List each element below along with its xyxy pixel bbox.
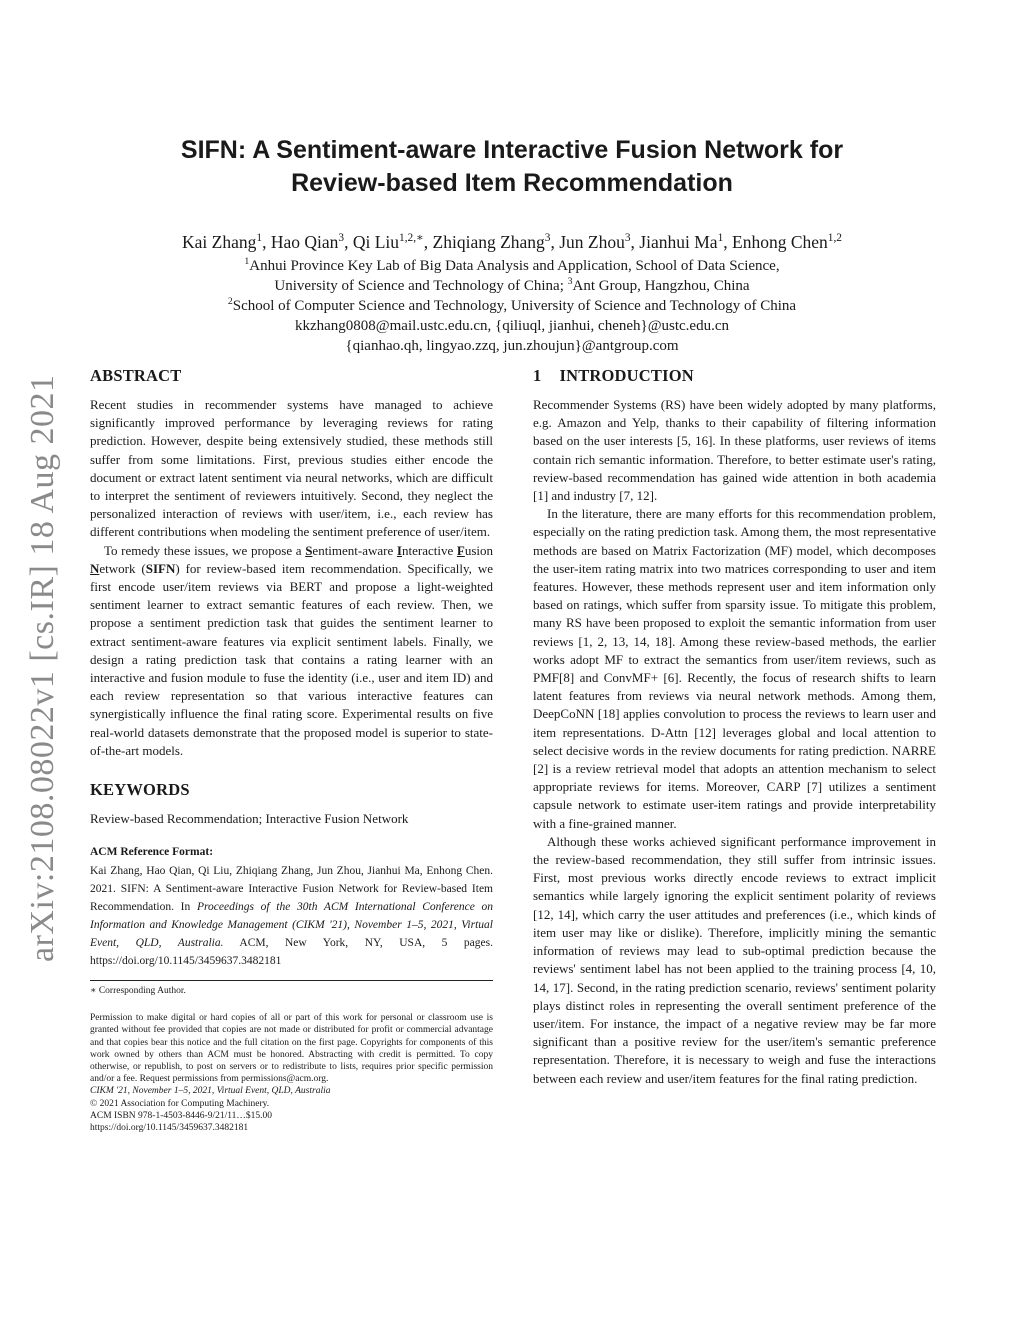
author-name: , Jianhui Ma [630,232,718,252]
author-list [90,231,934,253]
author-mark: 3 [624,232,631,245]
doi-link[interactable]: https://doi.org/10.1145/3459637.3482181 [90,1123,249,1134]
venue-line: CIKM '21, November 1–5, 2021, Virtual Event, QLD, Australia [90,1086,331,1097]
intro-paragraph: Recommender Systems (RS) have been widely adopted by many platforms, e.g. Amazon and Yelp, thanks to their capability of filtering information based on the user interests [5, 16]. In these platforms, user reviews of items contain rich semantic information. Therefore, to better estimate user's rating, review-based recommendation has gained wide attention in both academia [1] and industry [7, 12]. [533,397,936,504]
author-mark: 3 [338,232,345,245]
author-mark: 1 [256,232,263,245]
email-line: {qianhao.qh, lingyao.zzq, jun.zhoujun}@antgroup.com [345,338,679,354]
abstract-paragraph: To remedy these issues, we propose a Sentiment-aware Interactive Fusion Network (SIFN) for review-based item recommendation. Specifically, we first encode user/item reviews via BERT and propose a light-weighted sentiment learner to extract semantic features of each review. Then, we propose a sentiment prediction task that guides the sentiment learner to extract sentiment-aware features via explicit sentiment labels. Finally, we design a rating prediction task that contains a rating learner with an interactive and fusion module to fuse the identity (i.e., user and item ID) and each review representation so that various interactive features can synergistically influence the final rating score. Experimental results on five real-world datasets demonstrate that the proposed model is superior to state-of-the-art models. [90,542,494,758]
title-line-1: SIFN: A Sentiment-aware Interactive Fusion Network for [180,136,844,164]
abstract-paragraph: Recent studies in recommender systems have managed to achieve significantly improved performance by leveraging reviews for rating prediction. However, despite being extensively studied, these methods still suffer from some limitations. First, previous studies either encode the document or extract latent sentiment via neural networks, which are difficult to interpret the sentiment of reviewers intuitively. Second, they neglect the personalized interaction of reviews with user/item, i.e., each review has different contributions when modeling the sentiment preference of user/item. [90,397,493,540]
footnote-divider [90,980,493,981]
author-mark: 1,2,∗ [399,232,424,245]
reference-format-heading: ACM Reference Format: [90,846,214,859]
affiliations [90,256,934,356]
keywords-text: Review-based Recommendation; Interactive Fusion Network [90,811,409,827]
arxiv-stamp: arXiv:2108.08022v1 [cs.IR] 18 Aug 2021 [24,374,61,962]
permission-text: Permission to make digital or hard copies of all or part of this work for personal or classroom use is granted without fee provided that copies are not made or distributed for profit or commercial advantage and that copies bear this notice and the full citation on the first page. Copyrights for components of this work owned by others than ACM must be honored. Abstracting with credit is permitted. To copy otherwise, or republish, to post on servers or to redistribute to lists, requires prior specific permission and/or a fee. Request permissions from permissions@acm.org. [90,1013,493,1085]
copyright-line: © 2021 Association for Computing Machinery. [90,1098,270,1109]
intro-paragraph: In the literature, there are many efforts for this recommendation problem, especially on the rating prediction task. Among them, the most representative methods are based on Matrix Factorization (MF) model, which decomposes the user-item rating matrix into two matrices corresponding to user and item features. However, these methods represent user and item information only based on ratings, which suffer from sparsity issue. To mitigate this problem, many RS have been proposed to exploit the semantic information from user reviews [1, 2, 13, 14, 18]. Among these review-based methods, the earlier works adopt MF to extract the semantics from user/item reviews, such as PMF[8] and ConvMF+ [6]. Recently, the focus of research shifts to learn latent features from reviews via neural network methods. Among them, DeepCoNN [18] applies convolution to process the reviews to learn user and item representations. D-Attn [12] leverages global and local attention to select decisive words in the review documents for rating prediction. NARRE [2] is a review retrieval model that adopts an attention mechanism to select appropriate reviews for items. Moreover, CARP [7] utilizes a sentiment capsule network to estimate user-item ratings and provide interpretability with a fine-grained manner. [533,506,936,831]
corresponding-author-note: ∗ Corresponding Author. [90,986,186,997]
author-name: , Zhiqiang Zhang [423,232,545,252]
title-line-2: Review-based Item Recommendation [291,169,733,197]
isbn-line: ACM ISBN 978-1-4503-8446-9/21/11…$15.00 [90,1110,272,1121]
abstract-heading: ABSTRACT [90,366,182,385]
author-name: , Hao Qian [262,232,339,252]
introduction-heading: 1 INTRODUCTION [533,366,694,385]
affiliation-line: $^1$Anhui Province Key Lab of Big Data Analysis and Application, School of Data Science, [244,256,780,274]
permission-block [90,1012,493,1134]
author-name: , Qi Liu [344,232,400,252]
author-name: , Enhong Chen [723,232,828,252]
author-mark: 1 [717,232,724,245]
left-column [90,366,493,1134]
right-column [533,366,936,1088]
author-mark: 1,2 [827,232,842,245]
keywords-heading: KEYWORDS [90,780,190,800]
author-name: Kai Zhang [182,232,257,252]
paper-title [90,134,934,200]
author-mark: 3 [544,232,551,245]
affiliation-line: $^2$School of Computer Science and Technology, University of Science and Technology of China [227,296,797,314]
email-line: kkzhang0808@mail.ustc.edu.cn, {qiliuql, jianhui, cheneh}@ustc.edu.cn [294,318,729,334]
intro-paragraph: Although these works achieved significant performance improvement in the review-based recommendation, they still suffer from intrinsic issues. First, most previous works directly encode reviews to extract implicit semantics while largely ignoring the explicit sentiment polarity of reviews [12, 14], which carry the user attitudes and preferences (i.e., which kinds of item user may like or dislike). Therefore, implicitly mining the semantic information of reviews may lead to sub-optimal prediction because the reviews' sentiment label has not been applied to the training process [4, 10, 14, 17]. Second, in the rating prediction scenario, reviews' sentiment polarity plays distinct roles in representing the overall sentiment preference of the user/item. For instance, the impact of a negative review may be far more significant than a positive review for the user/item's semantic preference representation. Therefore, it is necessary to weigh and fuse the interactions between each review and user/item features for the final rating prediction. [533,833,936,1086]
author-name: , Jun Zhou [550,232,625,252]
affiliation-line: University of Science and Technology of China; $^3$Ant Group, Hangzhou, China [274,276,750,294]
reference-format-text: Kai Zhang, Hao Qian, Qi Liu, Zhiqiang Zhang, Jun Zhou, Jianhui Ma, Enhong Chen. 2021. SIFN: A Sentiment-aware Interactive Fusion Network for Review-based Item Recommendation. In Proceedings of the 30th ACM International Conference on Information and Knowledge Management (CIKM '21), November 1–5, 2021, Virtual Event, QLD, Australia. ACM, New York, NY, USA, 5 pages. https://doi.org/10.1145/3459637.3482181 [90,865,493,968]
